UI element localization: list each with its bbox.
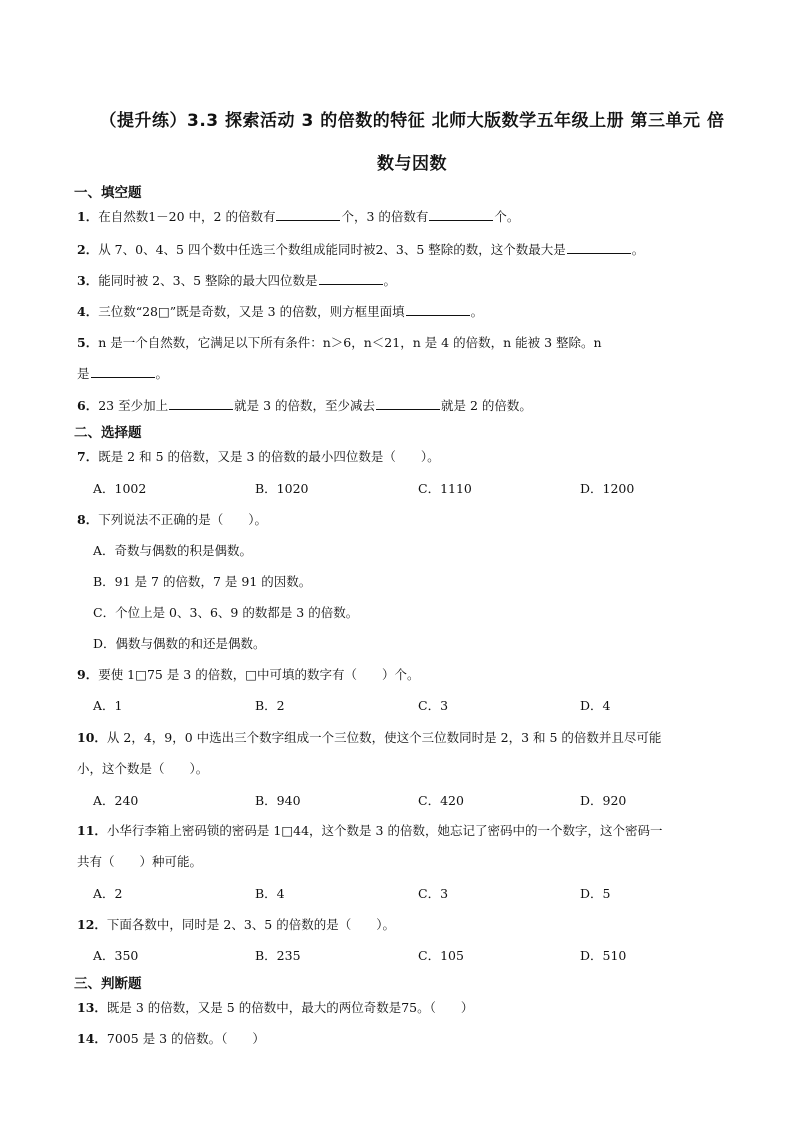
answer-blank[interactable] [319, 272, 383, 285]
answer-blank[interactable] [406, 303, 470, 316]
question-number: 6． [77, 398, 99, 413]
question-3 [77, 271, 396, 289]
question-number: 3． [77, 273, 99, 288]
question-text: 三位数“28□”既是奇数，又是 3 的倍数，则方框里面填 [98, 304, 405, 319]
question-number: 4． [77, 304, 99, 319]
option-d[interactable]: D．1200 [580, 481, 635, 496]
option-b[interactable]: B．1020 [255, 481, 309, 496]
question-text: 从 7、0、4、5 四个数中任选三个数组成能同时被2、3、5 整除的数，这个数最大是 [98, 242, 566, 257]
option-a[interactable]: A．1 [93, 698, 123, 713]
question-number: 2． [77, 242, 99, 257]
question-9 [77, 665, 420, 683]
section-heading-true-false: 三、判断题 [74, 976, 142, 992]
title-line-2: 数与因数 [377, 154, 447, 174]
question-text: 从 2，4，9，0 中选出三个数字组成一个三位数，使这个三位数同时是 2，3 和 5 的倍数并且尽可能 [106, 730, 662, 745]
question-number: 8． [77, 512, 99, 527]
option-d[interactable]: D．510 [580, 948, 627, 963]
question-14 [77, 1029, 265, 1047]
question-number: 7． [77, 449, 99, 464]
question-5 [77, 333, 602, 351]
answer-blank[interactable] [169, 397, 233, 410]
question-text: 个。 [494, 209, 520, 224]
question-2 [77, 240, 644, 258]
question-12 [77, 915, 395, 933]
question-text: 能同时被 2、3、5 整除的最大四位数是 [98, 273, 318, 288]
question-number: 10． [77, 730, 107, 745]
question-text: 23 至少加上 [98, 398, 169, 413]
answer-blank[interactable] [91, 365, 155, 378]
question-4 [77, 302, 483, 320]
question-text: 。 [155, 366, 169, 381]
option-a[interactable]: A．240 [93, 793, 139, 808]
option-d[interactable]: D．偶数与偶数的和还是偶数。 [93, 636, 266, 651]
document-title [72, 100, 752, 186]
question-8 [77, 510, 267, 528]
question-11-continued: 共有（ ）种可能。 [77, 854, 203, 869]
option-c[interactable]: C．3 [418, 886, 449, 901]
question-5-continued [77, 364, 168, 382]
question-text: 。 [383, 273, 397, 288]
option-c[interactable]: C．420 [418, 793, 464, 808]
question-text: 既是 3 的倍数，又是 5 的倍数中，最大的两位奇数是75。（ ） [106, 1000, 474, 1015]
answer-blank[interactable] [376, 397, 440, 410]
answer-blank[interactable] [429, 208, 493, 221]
answer-blank[interactable] [276, 208, 340, 221]
question-text: 个，3 的倍数有 [341, 209, 429, 224]
question-text: 在自然数1－20 中，2 的倍数有 [98, 209, 276, 224]
question-number: 12． [77, 917, 107, 932]
option-b[interactable]: B．4 [255, 886, 285, 901]
question-text: 要使 1□75 是 3 的倍数，□中可填的数字有（ ）个。 [98, 667, 420, 682]
question-13 [77, 998, 473, 1016]
option-b[interactable]: B．2 [255, 698, 285, 713]
question-text: 。 [631, 242, 645, 257]
question-text: 就是 2 的倍数。 [441, 398, 532, 413]
question-text: 7005 是 3 的倍数。（ ） [106, 1031, 265, 1046]
question-6 [77, 396, 532, 414]
question-text: 下列说法不正确的是（ ）。 [98, 512, 267, 527]
option-d[interactable]: D．920 [580, 793, 627, 808]
question-11 [77, 821, 662, 839]
option-d[interactable]: D．5 [580, 886, 611, 901]
question-10 [77, 728, 661, 746]
question-number: 9． [77, 667, 99, 682]
option-c[interactable]: C．个位上是 0、3、6、9 的数都是 3 的倍数。 [93, 605, 359, 620]
question-text: n 是一个自然数，它满足以下所有条件：n＞6，n＜21，n 是 4 的倍数，n 能被 3 整除。n [98, 335, 602, 350]
question-text: 小华行李箱上密码锁的密码是 1□44，这个数是 3 的倍数，她忘记了密码中的一个数字，这个密码一 [106, 823, 663, 838]
option-c[interactable]: C．3 [418, 698, 449, 713]
option-b[interactable]: B．940 [255, 793, 301, 808]
answer-blank[interactable] [567, 241, 631, 254]
option-c[interactable]: C．1110 [418, 481, 472, 496]
question-text: 。 [470, 304, 484, 319]
option-d[interactable]: D．4 [580, 698, 611, 713]
option-c[interactable]: C．105 [418, 948, 464, 963]
section-heading-fill-blank: 一、填空题 [74, 185, 142, 201]
title-line-1: （提升练）3.3 探索活动 3 的倍数的特征 北师大版数学五年级上册 第三单元 倍 [99, 111, 725, 131]
question-text: 就是 3 的倍数，至少减去 [234, 398, 375, 413]
section-heading-multiple-choice: 二、选择题 [74, 425, 142, 441]
option-a[interactable]: A．350 [93, 948, 139, 963]
option-a[interactable]: A．2 [93, 886, 123, 901]
question-10-continued: 小，这个数是（ ）。 [77, 761, 209, 776]
option-b[interactable]: B．91 是 7 的倍数，7 是 91 的因数。 [93, 574, 312, 589]
option-b[interactable]: B．235 [255, 948, 301, 963]
question-text: 既是 2 和 5 的倍数，又是 3 的倍数的最小四位数是（ ）。 [98, 449, 440, 464]
question-number: 13． [77, 1000, 107, 1015]
question-number: 14． [77, 1031, 107, 1046]
question-1 [77, 207, 519, 225]
question-text: 下面各数中，同时是 2、3、5 的倍数的是（ ）。 [106, 917, 395, 932]
question-text: 是 [77, 366, 90, 381]
question-number: 1． [77, 209, 99, 224]
question-7 [77, 447, 440, 465]
question-number: 11． [77, 823, 107, 838]
option-a[interactable]: A．1002 [93, 481, 147, 496]
option-a[interactable]: A．奇数与偶数的积是偶数。 [93, 543, 253, 558]
question-number: 5． [77, 335, 99, 350]
